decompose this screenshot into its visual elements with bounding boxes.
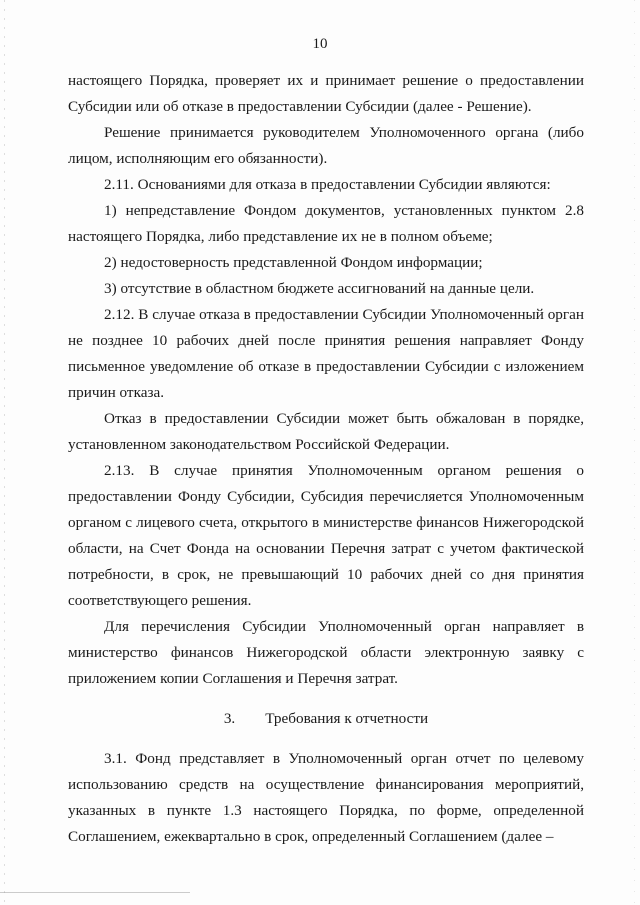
paragraph: 2.11. Основаниями для отказа в предоставлении Субсидии являются: [104, 176, 551, 193]
scan-edge-artifact [634, 0, 635, 905]
paragraph: 2.12. В случае отказа в предоставлении Субсидии Уполномоченный орган не позднее 10 рабочих дней после принятия решения направляет Фонду письменное уведомление об отказе в предоставлении Субсидии с изложением причин отказа. [68, 306, 584, 401]
section-number: 3. [223, 710, 236, 727]
section-heading [68, 706, 584, 732]
paragraph: 2) недостоверность представленной Фондом информации; [104, 254, 483, 271]
paragraph: настоящего Порядка, проверяет их и принимает решение о предоставлении Субсидии или об отказе в предоставлении Субсидии (далее - Решение). [68, 72, 584, 115]
paragraph: 2.13. В случае принятия Уполномоченным органом решения о предоставлении Фонду Субсидии, Субсидия перечисляется Уполномоченным органом с лицевого счета, открытого в министерстве финансов Нижегородской области, на Счет Фонда на основании Перечня затрат с учетом фактической потребности, в срок, не превышающий 10 рабочих дней со дня принятия соответствующего решения. [68, 462, 584, 609]
paragraph: Для перечисления Субсидии Уполномоченный орган направляет в министерство финансов Нижегородской области электронную заявку с приложением копии Соглашения и Перечня затрат. [68, 618, 584, 687]
paragraph: 3.1. Фонд представляет в Уполномоченный орган отчет по целевому использованию средств на осуществление финансирования мероприятий, указанных в пункте 1.3 настоящего Порядка, по форме, определенной Соглашением, ежеквартально в срок, определенный Соглашением (далее – [68, 750, 584, 845]
paragraph: 1) непредставление Фондом документов, установленных пунктом 2.8 настоящего Порядка, либо представление их не в полном объеме; [68, 202, 584, 245]
paragraph: Решение принимается руководителем Уполномоченного органа (либо лицом, исполняющим его обязанности). [68, 124, 584, 167]
scan-edge-artifact [4, 0, 5, 905]
section-title: Требования к отчетности [265, 710, 429, 727]
paragraph: Отказ в предоставлении Субсидии может быть обжалован в порядке, установленном законодательством Российской Федерации. [68, 410, 584, 453]
page-number: 10 [312, 36, 328, 52]
scan-bottom-artifact [0, 892, 190, 893]
document-body [68, 68, 584, 850]
paragraph: 3) отсутствие в областном бюджете ассигнований на данные цели. [104, 280, 535, 297]
